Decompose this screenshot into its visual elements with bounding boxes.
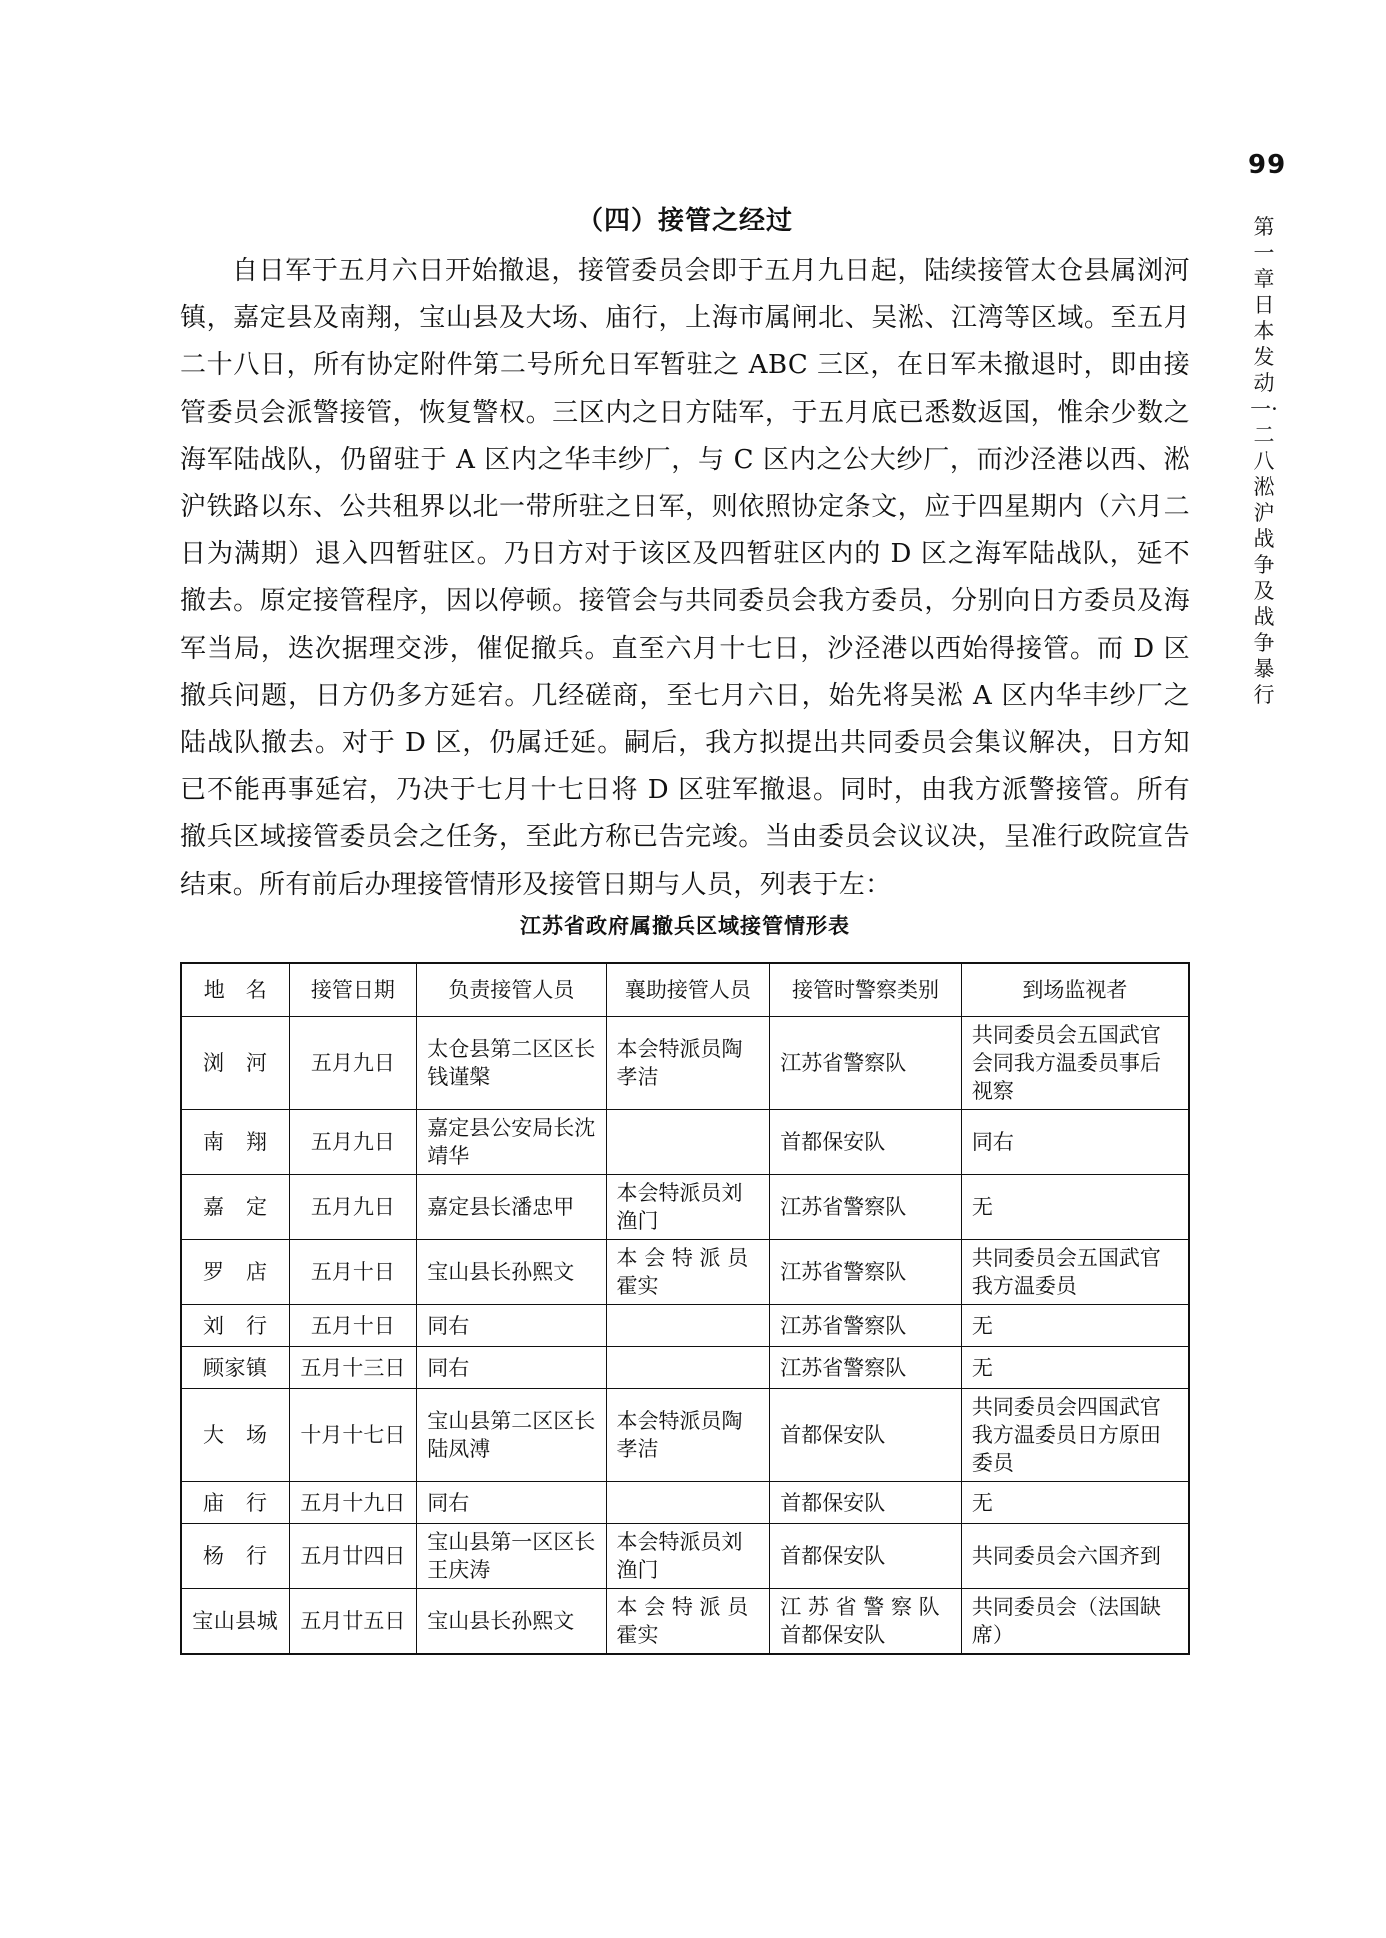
cell-responsible: 宝山县第一区区长王庆涛	[417, 1524, 606, 1589]
cell-observer: 共同委员会四国武官我方温委员日方原田委员	[961, 1389, 1189, 1482]
cell-observer: 同右	[961, 1110, 1189, 1175]
column-header-police-type: 接管时警察类别	[770, 963, 962, 1017]
table-row	[181, 1524, 1189, 1589]
cell-date: 五月九日	[289, 1110, 417, 1175]
table-row	[181, 1240, 1189, 1305]
cell-date: 五月九日	[289, 1175, 417, 1240]
table-row	[181, 1175, 1189, 1240]
cell-date: 五月廿五日	[289, 1589, 417, 1655]
cell-police-type: 首都保安队	[770, 1389, 962, 1482]
cell-responsible: 太仓县第二区区长钱谨槃	[417, 1017, 606, 1110]
cell-assistant: 本会特派员刘渔门	[606, 1175, 770, 1240]
cell-date: 五月十九日	[289, 1482, 417, 1524]
cell-assistant	[606, 1305, 770, 1347]
table-row	[181, 1017, 1189, 1110]
cell-place: 顾家镇	[181, 1347, 289, 1389]
cell-assistant: 本会特派员刘渔门	[606, 1524, 770, 1589]
cell-assistant: 本 会 特 派 员霍实	[606, 1240, 770, 1305]
cell-assistant	[606, 1482, 770, 1524]
table-row	[181, 1347, 1189, 1389]
cell-police-type: 首都保安队	[770, 1524, 962, 1589]
cell-observer: 无	[961, 1482, 1189, 1524]
table-row	[181, 1389, 1189, 1482]
cell-place: 南 翔	[181, 1110, 289, 1175]
cell-place: 刘 行	[181, 1305, 289, 1347]
cell-assistant: 本会特派员陶孝洁	[606, 1017, 770, 1110]
section-heading: （四）接管之经过	[576, 206, 793, 236]
cell-police-type: 江苏省警察队	[770, 1240, 962, 1305]
cell-place: 庙 行	[181, 1482, 289, 1524]
cell-place: 大 场	[181, 1389, 289, 1482]
page-number: 99	[1248, 150, 1287, 180]
cell-place: 罗 店	[181, 1240, 289, 1305]
cell-assistant	[606, 1347, 770, 1389]
cell-assistant: 本 会 特 派 员霍实	[606, 1589, 770, 1655]
cell-responsible: 宝山县第二区区长陆凤溥	[417, 1389, 606, 1482]
cell-police-type: 江苏省警察队	[770, 1347, 962, 1389]
table-caption: 江苏省政府属撤兵区域接管情形表	[520, 914, 850, 938]
cell-police-type: 首都保安队	[770, 1110, 962, 1175]
cell-observer: 共同委员会五国武官会同我方温委员事后视察	[961, 1017, 1189, 1110]
cell-date: 五月十日	[289, 1240, 417, 1305]
cell-observer: 无	[961, 1305, 1189, 1347]
cell-police-type: 首都保安队	[770, 1482, 962, 1524]
cell-observer: 无	[961, 1175, 1189, 1240]
cell-assistant: 本会特派员陶孝洁	[606, 1389, 770, 1482]
running-head: 第一章 日本发动一·二八淞沪战争及战争暴行	[1250, 215, 1278, 707]
cell-date: 五月十三日	[289, 1347, 417, 1389]
cell-observer: 共同委员会五国武官我方温委员	[961, 1240, 1189, 1305]
column-header-place: 地 名	[181, 963, 289, 1017]
cell-place: 嘉 定	[181, 1175, 289, 1240]
cell-date: 五月十日	[289, 1305, 417, 1347]
table-header	[181, 963, 1189, 1017]
cell-police-type: 江 苏 省 警 察 队首都保安队	[770, 1589, 962, 1655]
cell-responsible: 同右	[417, 1305, 606, 1347]
column-header-responsible: 负责接管人员	[417, 963, 606, 1017]
cell-responsible: 宝山县长孙熙文	[417, 1240, 606, 1305]
table-row	[181, 1589, 1189, 1655]
cell-observer: 共同委员会六国齐到	[961, 1524, 1189, 1589]
table-row	[181, 1482, 1189, 1524]
cell-responsible: 嘉定县公安局长沈靖华	[417, 1110, 606, 1175]
table-row	[181, 1110, 1189, 1175]
cell-observer: 共同委员会（法国缺席）	[961, 1589, 1189, 1655]
column-header-observer: 到场监视者	[961, 963, 1189, 1017]
cell-responsible: 宝山县长孙熙文	[417, 1589, 606, 1655]
column-header-assistant: 襄助接管人员	[606, 963, 770, 1017]
cell-observer: 无	[961, 1347, 1189, 1389]
cell-responsible: 同右	[417, 1347, 606, 1389]
table-header-row	[181, 963, 1189, 1017]
cell-police-type: 江苏省警察队	[770, 1305, 962, 1347]
takeover-table	[180, 962, 1190, 1655]
cell-police-type: 江苏省警察队	[770, 1175, 962, 1240]
cell-place: 宝山县城	[181, 1589, 289, 1655]
cell-date: 五月廿四日	[289, 1524, 417, 1589]
cell-police-type: 江苏省警察队	[770, 1017, 962, 1110]
cell-date: 十月十七日	[289, 1389, 417, 1482]
cell-responsible: 同右	[417, 1482, 606, 1524]
body-paragraph: 自日军于五月六日开始撤退，接管委员会即于五月九日起，陆续接管太仓县属浏河镇，嘉定县及南翔，宝山县及大场、庙行，上海市属闸北、吴淞、江湾等区域。至五月二十八日，所有协定附件第二号所允日军暂驻之 ABC 三区，在日军未撤退时，即由接管委员会派警接管，恢复警权。三区内之日方陆军，于五月底已悉数返国，惟余少数之海军陆战队，仍留驻于 A 区内之华丰纱厂，与 C 区内之公大纱厂，而沙泾港以西、淞沪铁路以东、公共租界以北一带所驻之日军，则依照协定条文，应于四星期内（六月二日为满期）退入四暂驻区。乃日方对于该区及四暂驻区内的 D 区之海军陆战队，延不撤去。原定接管程序，因以停顿。接管会与共同委员会我方委员，分别向日方委员及海军当局，迭次据理交涉，催促撤兵。直至六月十七日，沙泾港以西始得接管。而 D 区撤兵问题，日方仍多方延宕。几经磋商，至七月六日，始先将吴淞 A 区内华丰纱厂之陆战队撤去。对于 D 区，仍属迁延。嗣后，我方拟提出共同委员会集议解决，日方知已不能再事延宕，乃决于七月十七日将 D 区驻军撤退。同时，由我方派警接管。所有撤兵区域接管委员会之任务，至此方称已告完竣。当由委员会议议决，呈准行政院宣告结束。所有前后办理接管情形及接管日期与人员，列表于左：	[180, 256, 1190, 900]
cell-responsible: 嘉定县长潘忠甲	[417, 1175, 606, 1240]
cell-place: 杨 行	[181, 1524, 289, 1589]
cell-date: 五月九日	[289, 1017, 417, 1110]
table-body	[181, 1017, 1189, 1655]
column-header-date: 接管日期	[289, 963, 417, 1017]
cell-assistant	[606, 1110, 770, 1175]
cell-place: 浏 河	[181, 1017, 289, 1110]
table-row	[181, 1305, 1189, 1347]
